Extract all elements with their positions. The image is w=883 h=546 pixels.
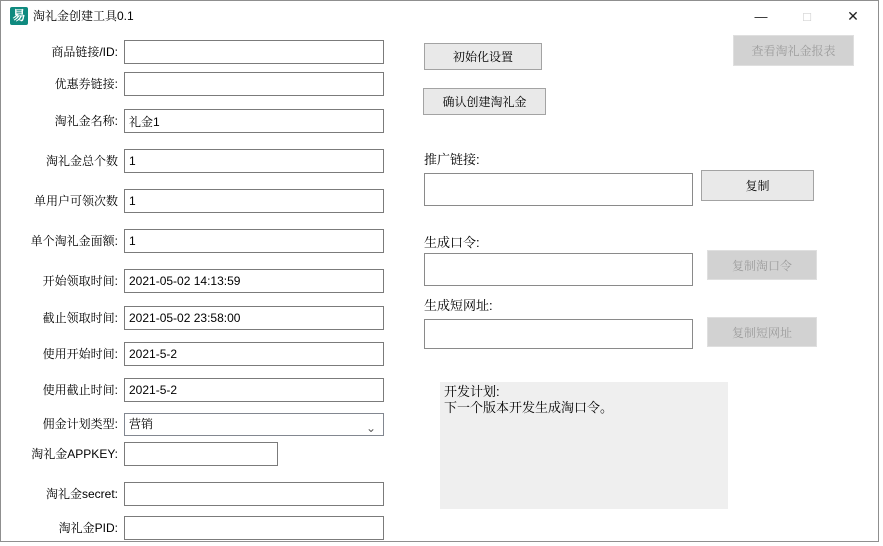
per-user-count-input[interactable] bbox=[124, 189, 384, 213]
label-claim-end-time: 截止领取时间: bbox=[42, 311, 118, 325]
promo-link-input[interactable] bbox=[424, 173, 693, 206]
copy-short-url-button: 复制短网址 bbox=[707, 317, 817, 347]
total-count-input[interactable] bbox=[124, 149, 384, 173]
commission-type-select[interactable] bbox=[124, 413, 384, 436]
copy-kouling-button: 复制淘口令 bbox=[707, 250, 817, 280]
taolijin-name-input[interactable] bbox=[124, 109, 384, 133]
promo-link-label: 推广链接: bbox=[424, 152, 480, 167]
pid-input[interactable] bbox=[124, 516, 384, 540]
title-bar bbox=[1, 1, 878, 31]
minimize-button[interactable]: — bbox=[754, 8, 768, 24]
label-pid: 淘礼金PID: bbox=[58, 521, 118, 535]
use-end-time-input[interactable] bbox=[124, 378, 384, 402]
short-url-input[interactable] bbox=[424, 319, 693, 349]
secret-input[interactable] bbox=[124, 482, 384, 506]
init-settings-button[interactable]: 初始化设置 bbox=[424, 43, 542, 70]
label-use-start-time: 使用开始时间: bbox=[42, 347, 118, 361]
label-taolijin-name: 淘礼金名称: bbox=[54, 114, 118, 128]
claim-end-time-input[interactable] bbox=[124, 306, 384, 330]
label-total-count: 淘礼金总个数 bbox=[45, 154, 118, 168]
view-report-button: 查看淘礼金报表 bbox=[733, 35, 854, 66]
chevron-down-icon: ⌄ bbox=[365, 421, 376, 435]
copy-button[interactable]: 复制 bbox=[701, 170, 814, 201]
kouling-input[interactable] bbox=[424, 253, 693, 286]
label-use-end-time: 使用截止时间: bbox=[42, 383, 118, 397]
window-title: 淘礼金创建工具0.1 bbox=[33, 9, 134, 23]
single-amount-input[interactable] bbox=[124, 229, 384, 253]
label-single-amount: 单个淘礼金面额: bbox=[30, 234, 118, 248]
label-claim-start-time: 开始领取时间: bbox=[42, 274, 118, 288]
item-link-input[interactable] bbox=[124, 40, 384, 64]
label-item-link: 商品链接/ID: bbox=[51, 45, 118, 59]
confirm-create-button[interactable]: 确认创建淘礼金 bbox=[423, 88, 546, 115]
coupon-link-input[interactable] bbox=[124, 72, 384, 96]
close-button[interactable]: ✕ bbox=[847, 7, 859, 24]
appkey-input[interactable] bbox=[124, 442, 278, 466]
kouling-label: 生成口令: bbox=[424, 235, 480, 250]
commission-type-value: 营销 bbox=[129, 417, 154, 431]
label-commission-type: 佣金计划类型: bbox=[42, 417, 118, 431]
claim-start-time-input[interactable] bbox=[124, 269, 384, 293]
label-per-user-count: 单用户可领次数 bbox=[33, 194, 118, 208]
label-appkey: 淘礼金APPKEY: bbox=[31, 447, 118, 461]
use-start-time-input[interactable] bbox=[124, 342, 384, 366]
dev-plan-panel bbox=[440, 382, 728, 509]
label-secret: 淘礼金secret: bbox=[45, 487, 118, 501]
short-url-label: 生成短网址: bbox=[424, 298, 493, 313]
app-logo-icon: 易 bbox=[10, 7, 28, 25]
label-coupon-link: 优惠券链接: bbox=[54, 77, 118, 91]
dev-plan-title: 开发计划: bbox=[444, 384, 500, 399]
dev-plan-text: 下一个版本开发生成淘口令。 bbox=[444, 400, 614, 415]
maximize-button: □ bbox=[803, 8, 811, 24]
